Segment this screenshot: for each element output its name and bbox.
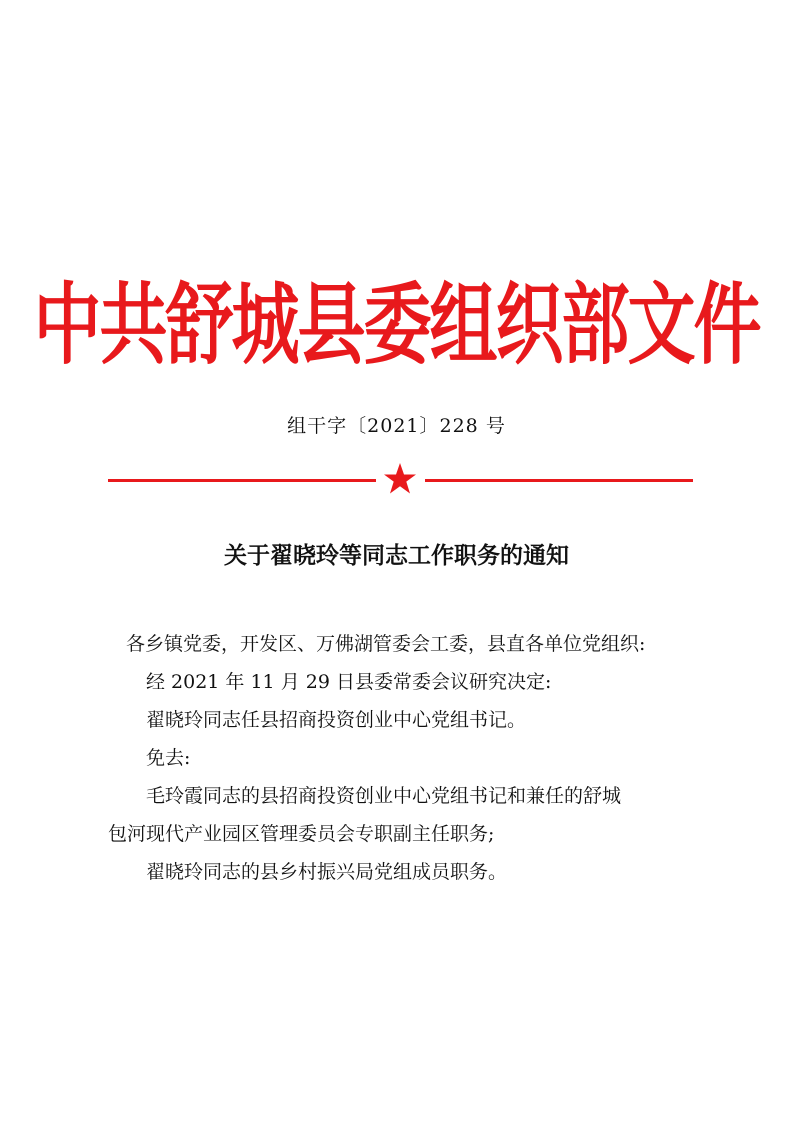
document-header-title: 中共舒城县委组织部文件 bbox=[33, 275, 760, 378]
removal-item-2: 翟晓玲同志的县乡村振兴局党组成员职务。 bbox=[146, 861, 508, 883]
removal-item-1-line-2: 包河现代产业园区管理委员会专职副主任职务; bbox=[108, 823, 495, 845]
appointment-statement: 翟晓玲同志任县招商投资创业中心党组书记。 bbox=[146, 709, 527, 731]
removal-item-1-line-1: 毛玲霞同志的县招商投资创业中心党组书记和兼任的舒城 bbox=[146, 785, 622, 807]
notice-body bbox=[108, 625, 698, 891]
decision-statement: 经 2021 年 11 月 29 日县委常委会议研究决定: bbox=[146, 671, 552, 693]
salutation: 各乡镇党委，开发区、万佛湖管委会工委，县直各单位党组织: bbox=[126, 633, 646, 655]
notice-title: 关于翟晓玲等同志工作职务的通知 bbox=[224, 542, 569, 569]
header-rule-left bbox=[108, 479, 376, 482]
star-icon bbox=[383, 462, 417, 496]
header-rule-right bbox=[425, 479, 693, 482]
document-number: 组干字〔2021〕228 号 bbox=[287, 415, 506, 437]
removal-label: 免去: bbox=[146, 747, 191, 769]
